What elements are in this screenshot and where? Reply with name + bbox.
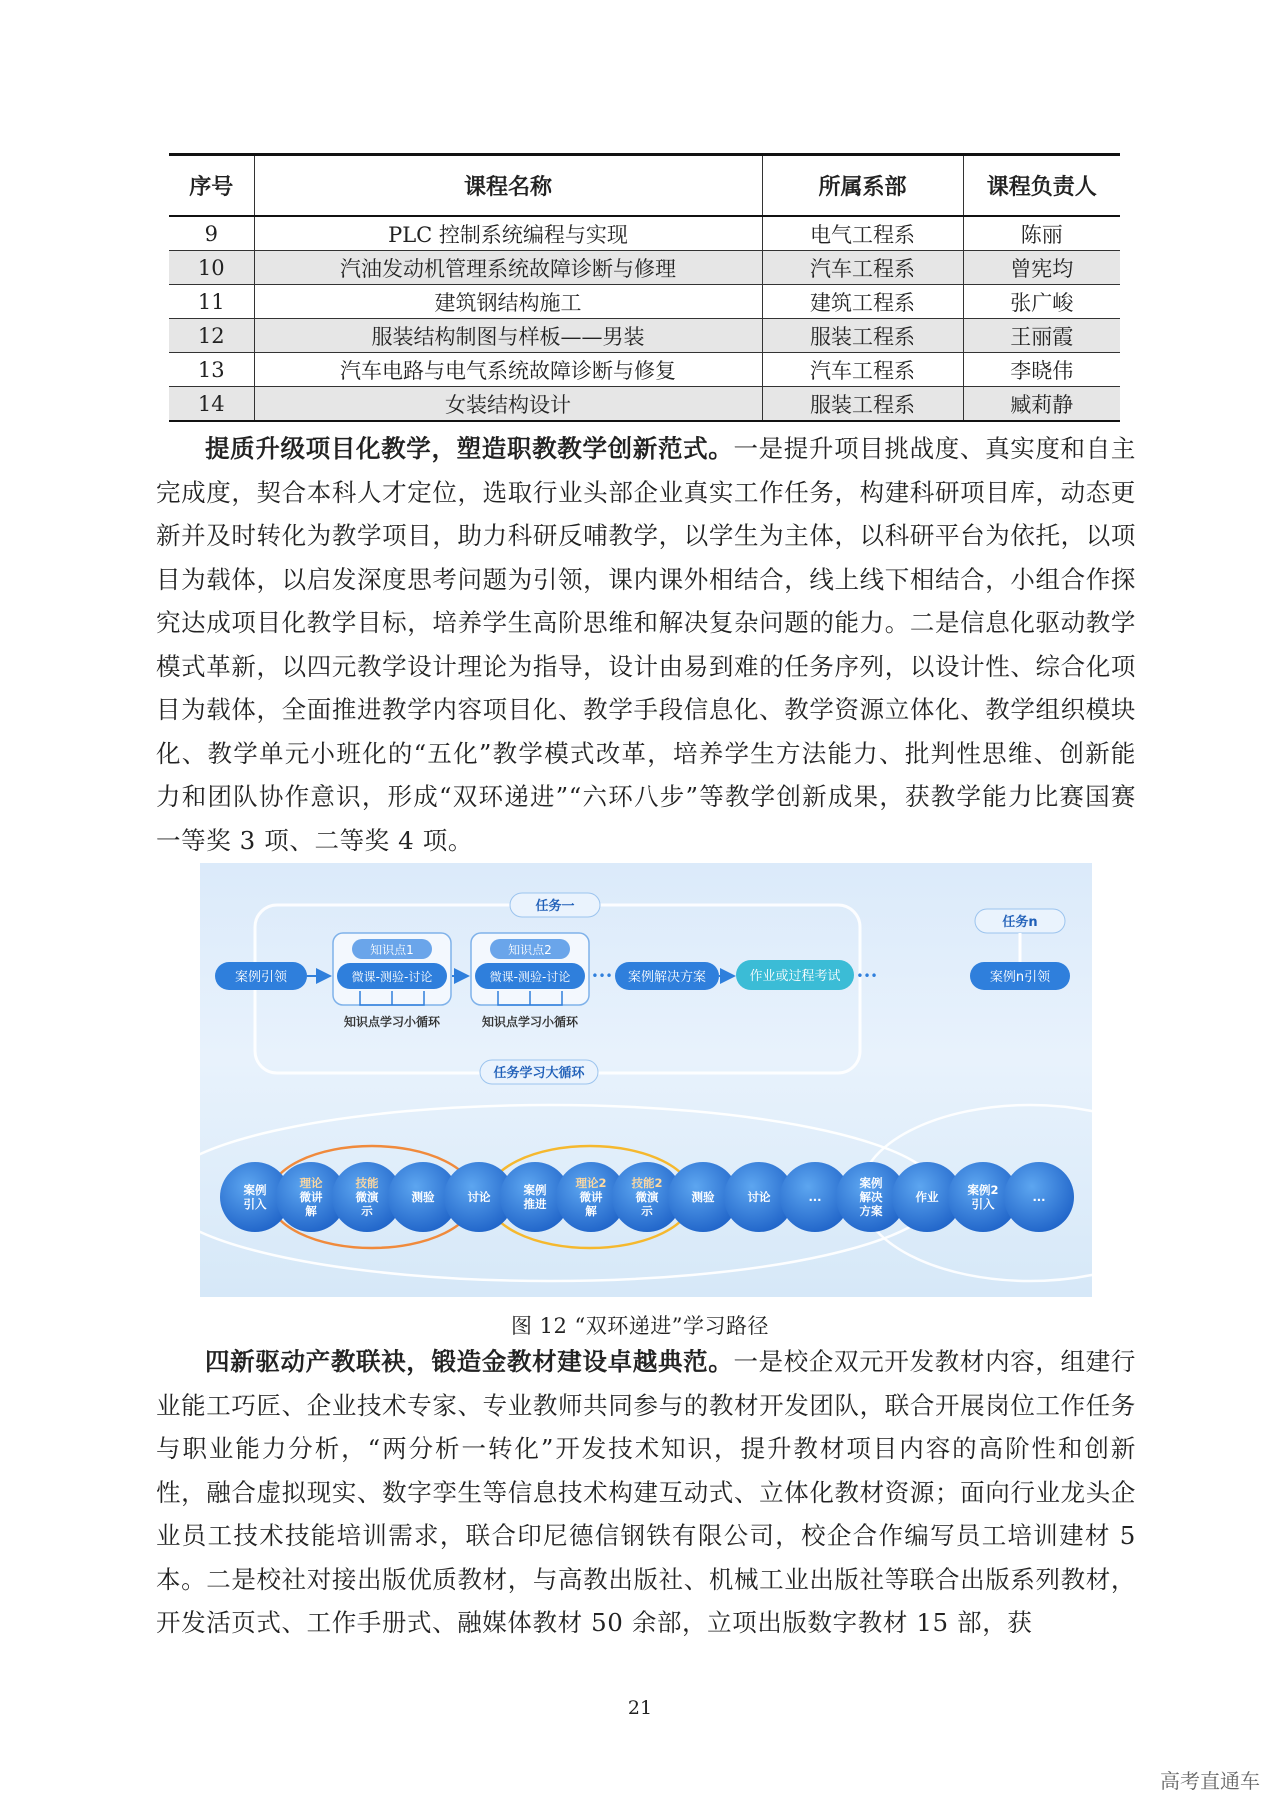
kp2-label: 知识点2 xyxy=(508,943,552,957)
case-solution-label: 案例解决方案 xyxy=(627,970,707,985)
figure-caption: 图 12 “双环递进”学习路径 xyxy=(510,1314,770,1338)
table-cell: 曾宪均 xyxy=(963,251,1120,285)
path-step-label: 理论 xyxy=(299,1176,323,1190)
paragraph-body: 一是提升项目挑战度、真实度和自主完成度，契合本科人才定位，选取行业头部企业真实工作任务，构建科研项目库，动态更新并及时转化为教学项目，助力科研反哺教学，以学生为主体，以科研平台为依托，以项目为载体，以启发深度思考问题为引领，课内课外相结合，线上线下相结合，小组合作探究达成项目化教学目标，培养学生高阶思维和解决复杂问题的能力。二是信息化驱动教学模式革新，以四元教学设计理论为指导，设计由易到难的任务序列，以设计性、综合化项目为载体，全面推进教学内容项目化、教学手段信息化、教学资源立体化、教学组织模块化、教学单元小班化的“五化”教学模式改革，培养学生方法能力、批判性思维、创新能力和团队协作意识，形成“双环递进”“六环八步”等教学创新成果，获教学能力比赛国赛一等奖 3 项、二等奖 4 项。 xyxy=(156,434,1136,855)
table-cell: 10 xyxy=(169,251,254,285)
path-step-label: 引入 xyxy=(243,1197,267,1211)
header-cell: 课程负责人 xyxy=(963,155,1120,217)
table-row xyxy=(169,216,1120,251)
path-step-label: 技能2 xyxy=(631,1176,663,1190)
table-row xyxy=(169,319,1120,353)
table-cell: 服装结构制图与样板——男装 xyxy=(254,319,762,353)
learning-path-figure xyxy=(200,863,1092,1297)
table-cell: 服装工程系 xyxy=(762,319,963,353)
path-step-label: 作业 xyxy=(915,1190,939,1204)
table-cell: 12 xyxy=(169,319,254,353)
small-loop-label-2: 知识点学习小循环 xyxy=(481,1015,579,1029)
path-step-label: 微讲 xyxy=(299,1190,323,1204)
table-cell: 14 xyxy=(169,387,254,422)
ellipsis: ••• xyxy=(591,969,613,983)
path-step-label: 方案 xyxy=(859,1204,883,1218)
header-cell: 课程名称 xyxy=(254,155,762,217)
path-step-label: 微演 xyxy=(355,1190,379,1204)
table-cell: 13 xyxy=(169,353,254,387)
table-row xyxy=(169,387,1120,422)
path-step-label: 案例 xyxy=(859,1176,883,1190)
path-step-label: ... xyxy=(1032,1190,1046,1204)
header-cell: 所属系部 xyxy=(762,155,963,217)
table-cell: 汽油发动机管理系统故障诊断与修理 xyxy=(254,251,762,285)
path-step-label: 示 xyxy=(361,1204,373,1218)
path-step-label: 测验 xyxy=(411,1190,435,1204)
path-step-label: 微演 xyxy=(635,1190,659,1204)
homework-label: 作业或过程考试 xyxy=(749,969,841,984)
kp2-micro: 微课-测验-讨论 xyxy=(489,970,571,984)
paragraph-lead: 提质升级项目化教学，塑造职教教学创新范式。 xyxy=(205,434,734,463)
path-step-label: 技能 xyxy=(355,1176,379,1190)
page-number: 21 xyxy=(627,1697,653,1719)
path-step-label: 引入 xyxy=(971,1197,995,1211)
path-step-label: ... xyxy=(808,1190,822,1204)
table-row xyxy=(169,251,1120,285)
course-table xyxy=(169,153,1120,422)
path-step-label: 讨论 xyxy=(747,1190,771,1204)
table-cell: 陈丽 xyxy=(963,216,1120,251)
table-cell: 李晓伟 xyxy=(963,353,1120,387)
case-intro-label: 案例引领 xyxy=(234,970,288,985)
circle-row xyxy=(220,1162,1074,1232)
taskn-label: 任务n xyxy=(1002,915,1038,930)
table-cell: 建筑工程系 xyxy=(762,285,963,319)
paragraph-textbook xyxy=(156,1340,1136,1645)
table-cell: 汽车工程系 xyxy=(762,251,963,285)
small-loop-label-1: 知识点学习小循环 xyxy=(343,1015,441,1029)
path-step-label: 微讲 xyxy=(579,1190,603,1204)
casen-label: 案例n引领 xyxy=(989,970,1051,985)
path-step-label: 案例 xyxy=(523,1183,547,1197)
table-cell: 臧莉静 xyxy=(963,387,1120,422)
table-cell: 王丽霞 xyxy=(963,319,1120,353)
path-step-label: 解 xyxy=(585,1204,597,1218)
paragraph-lead: 四新驱动产教联袂，锻造金教材建设卓越典范。 xyxy=(205,1347,734,1376)
table-header-row xyxy=(169,155,1120,217)
table-row xyxy=(169,353,1120,387)
paragraph-body: 一是校企双元开发教材内容，组建行业能工巧匠、企业技术专家、专业教师共同参与的教材开发团队，联合开展岗位工作任务与职业能力分析，“两分析一转化”开发技术知识，提升教材项目内容的高阶性和创新性，融合虚拟现实、数字孪生等信息技术构建互动式、立体化教材资源；面向行业龙头企业员工技术技能培训需求，联合印尼德信钢铁有限公司，校企合作编写员工培训建材 5 本。二是校社对接出版优质教材，与高教出版社、机械工业出版社等联合出版系列教材，开发活页式、工作手册式、融媒体教材 50 余部，立项出版数字教材 15 部，获 xyxy=(156,1347,1136,1637)
task1-label: 任务一 xyxy=(535,899,575,914)
table-cell: 女装结构设计 xyxy=(254,387,762,422)
kp1-micro: 微课-测验-讨论 xyxy=(351,970,433,984)
path-step-label: 理论2 xyxy=(575,1176,607,1190)
table-cell: 9 xyxy=(169,216,254,251)
table-cell: 11 xyxy=(169,285,254,319)
table-cell: 电气工程系 xyxy=(762,216,963,251)
table-cell: 服装工程系 xyxy=(762,387,963,422)
table-cell: 汽车工程系 xyxy=(762,353,963,387)
paragraph-project-teaching xyxy=(156,427,1136,862)
path-step-label: 案例2 xyxy=(967,1183,999,1197)
kp1-label: 知识点1 xyxy=(370,943,414,957)
watermark: 高考直通车 xyxy=(1160,1769,1260,1793)
table-cell: PLC 控制系统编程与实现 xyxy=(254,216,762,251)
table-row xyxy=(169,285,1120,319)
path-step-label: 讨论 xyxy=(467,1190,491,1204)
path-step-label: 解决 xyxy=(859,1190,883,1204)
table-cell: 建筑钢结构施工 xyxy=(254,285,762,319)
ellipsis: ••• xyxy=(856,969,878,983)
path-step-label: 示 xyxy=(641,1204,653,1218)
path-step-label: 测验 xyxy=(691,1190,715,1204)
table-cell: 汽车电路与电气系统故障诊断与修复 xyxy=(254,353,762,387)
path-step-label: 推进 xyxy=(523,1197,547,1211)
path-step-label: 案例 xyxy=(243,1183,267,1197)
table-cell: 张广峻 xyxy=(963,285,1120,319)
header-cell: 序号 xyxy=(169,155,254,217)
path-step-label: 解 xyxy=(305,1204,317,1218)
big-loop-label: 任务学习大循环 xyxy=(493,1066,585,1081)
